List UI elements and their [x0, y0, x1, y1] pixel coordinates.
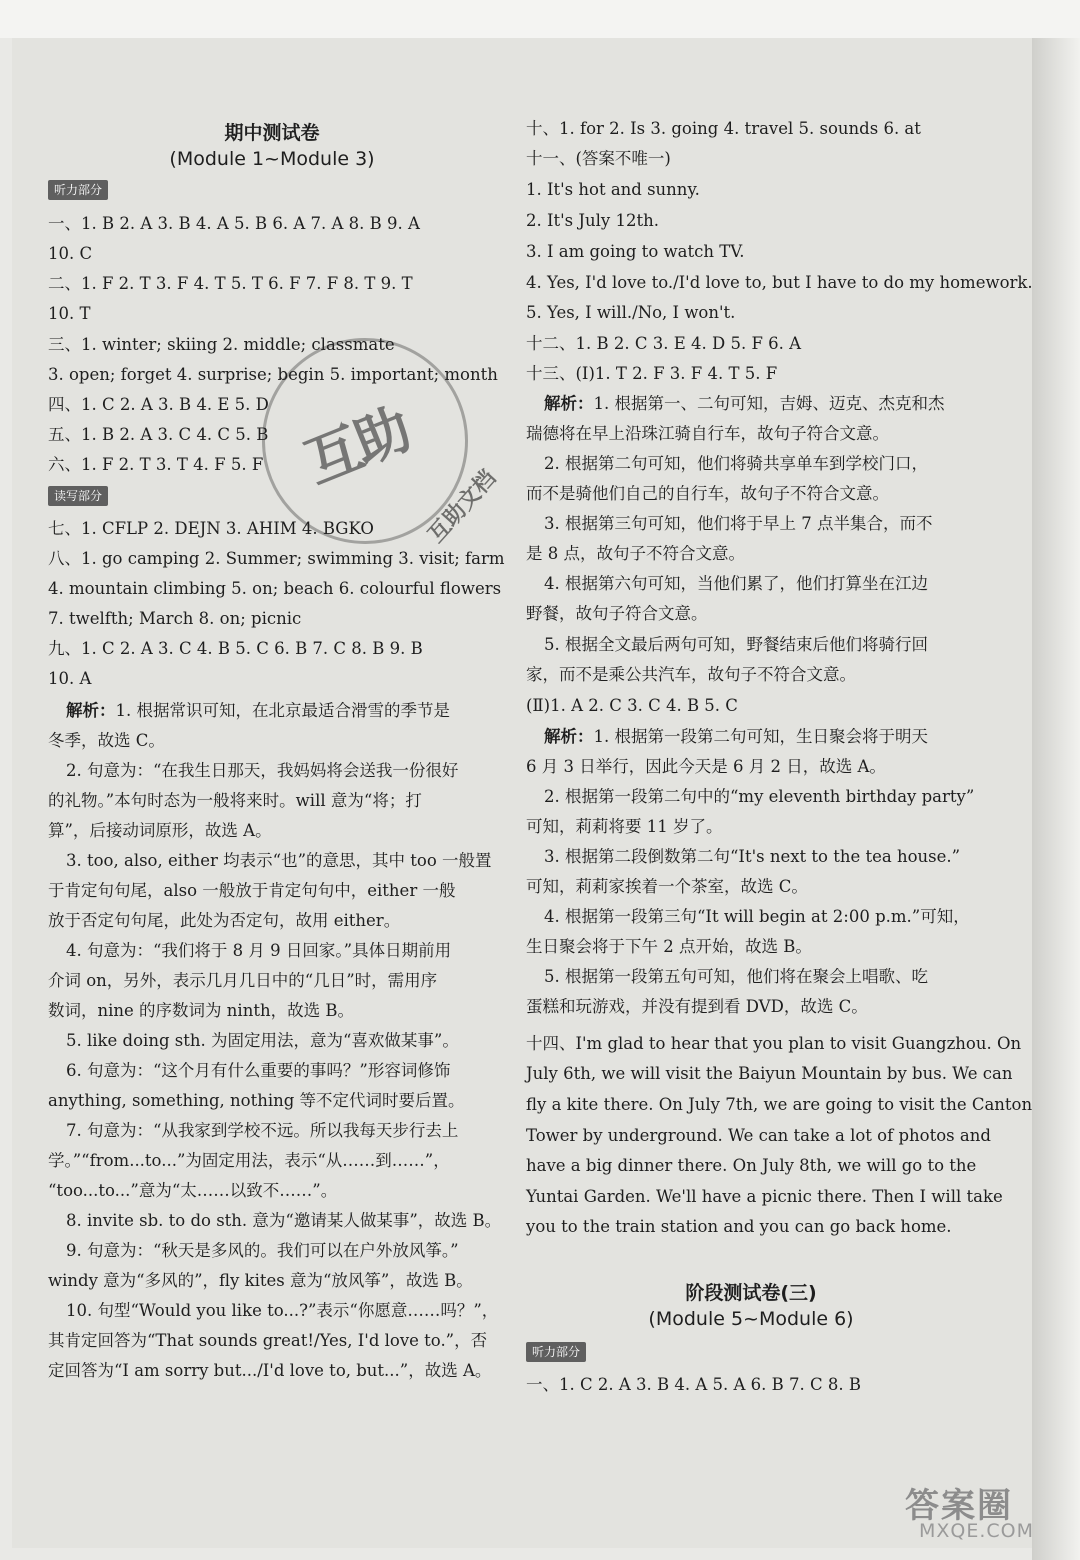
essay-line: fly a kite there. On July 7th, we are going to visit the Canton	[526, 1095, 1033, 1114]
explanation-text: 1. 根据常识可知，在北京最适合滑雪的季节是	[115, 701, 450, 720]
answer-page	[12, 38, 1035, 1548]
section-subtitle-modules: (Module 5~Module 6)	[648, 1308, 854, 1330]
answer-line: 二、1. F 2. T 3. F 4. T 5. T 6. F 7. F 8. T 9. T	[48, 274, 413, 293]
explanation-line: 2. 根据第一段第二句中的“my eleventh birthday party”	[544, 787, 975, 806]
explanation-line: 4. 根据第一段第三句“It will begin at 2:00 p.m.”可知，	[544, 907, 970, 926]
explanation-line: 瑞德将在早上沿珠江骑自行车，故句子符合文意。	[526, 424, 889, 443]
explanation-line: windy 意为“多风的”，fly kites 意为“放风筝”，故选 B。	[48, 1271, 473, 1290]
explanation-line: 是 8 点，故句子不符合文意。	[526, 544, 745, 563]
section-title-stage-test: 阶段测试卷(三)	[685, 1282, 817, 1304]
explanation-line: “too...to...”意为“太……以致不……”。	[48, 1181, 338, 1200]
explanation-line: 3. 根据第二段倒数第二句“It's next to the tea house.”	[544, 847, 961, 866]
explanation-line: 3. 根据第三句可知，他们将于早上 7 点半集合，而不	[544, 514, 933, 533]
explanation-text: 1. 根据第一、二句可知，吉姆、迈克、杰克和杰	[593, 394, 945, 413]
answer-line: 7. twelfth; March 8. on; picnic	[48, 609, 302, 628]
answer-line: 十一、(答案不唯一)	[526, 149, 671, 168]
answer-line: 五、1. B 2. A 3. C 4. C 5. B	[48, 425, 269, 444]
answer-line: 三、1. winter; skiing 2. middle; classmate	[48, 335, 395, 354]
explanation-line: 5. 根据全文最后两句可知，野餐结束后他们将骑行回	[544, 635, 928, 654]
explanation-line: 9. 句意为：“秋天是多风的。我们可以在户外放风筝。”	[66, 1241, 459, 1260]
explanation-line: 冬季，故选 C。	[48, 731, 165, 750]
explanation-line: 2. 句意为：“在我生日那天，我妈妈将会送我一份很好	[66, 761, 459, 780]
answer-line: 十、1. for 2. Is 3. going 4. travel 5. sounds 6. at	[526, 119, 921, 138]
answer-line: 一、1. B 2. A 3. B 4. A 5. B 6. A 7. A 8. B 9. A	[48, 214, 420, 233]
explanation-line: 算”，后接动词原形，故选 A。	[48, 821, 272, 840]
explanation-text: 1. 根据第一段第二句可知，生日聚会将于明天	[593, 727, 928, 746]
scan-top-margin	[0, 0, 1080, 38]
explanation-line: 2. 根据第二句可知，他们将骑共享单车到学校门口，	[544, 454, 928, 473]
explanation-line: 野餐，故句子符合文意。	[526, 604, 708, 623]
watermark-stamp-text: 互助	[296, 397, 418, 497]
reading-writing-badge: 读写部分	[48, 486, 108, 506]
explanation-label: 解析：	[66, 701, 116, 720]
explanation-line: 而不是骑他们自己的自行车，故句子不符合文意。	[526, 484, 889, 503]
essay-line: July 6th, we will visit the Baiyun Mountain by bus. We can	[526, 1064, 1013, 1083]
essay-line: have a big dinner there. On July 8th, we will go to the	[526, 1156, 977, 1175]
answer-line: 2. It's July 12th.	[526, 211, 659, 230]
listening-badge: 听力部分	[48, 180, 108, 200]
answer-line: 10. T	[48, 304, 91, 323]
explanation-line: 6 月 3 日举行，因此今天是 6 月 2 日，故选 A。	[526, 757, 886, 776]
answer-line: 3. open; forget 4. surprise; begin 5. important; month	[48, 365, 498, 384]
watermark-label: 互助文档	[423, 465, 502, 548]
answer-line: 4. mountain climbing 5. on; beach 6. colourful flowers	[48, 579, 502, 598]
answer-line: 八、1. go camping 2. Summer; swimming 3. visit; farm	[48, 549, 505, 568]
explanation-first-line	[66, 700, 450, 722]
essay-line: you to the train station and you can go back home.	[526, 1217, 952, 1236]
answer-line: 九、1. C 2. A 3. C 4. B 5. C 6. B 7. C 8. B 9. B	[48, 639, 423, 658]
explanation-line: 3. too, also, either 均表示“也”的意思，其中 too 一般置	[66, 851, 492, 870]
explanation-line: 生日聚会将于下午 2 点开始，故选 B。	[526, 937, 812, 956]
essay-line: 十四、I'm glad to hear that you plan to visit Guangzhou. On	[526, 1034, 1022, 1053]
explanation-line: 可知，莉莉将要 11 岁了。	[526, 817, 723, 836]
answer-line: 十三、(Ⅰ)1. T 2. F 3. F 4. T 5. F	[526, 364, 778, 383]
essay-line: Yuntai Garden. We'll have a picnic there. Then I will take	[526, 1187, 1003, 1206]
site-logo-cn: 答案圈	[905, 1486, 1013, 1526]
answer-line: 5. Yes, I will./No, I won't.	[526, 303, 736, 322]
answer-line: 七、1. CFLP 2. DEJN 3. AHIM 4. BGKO	[48, 519, 374, 538]
answer-line: 10. C	[48, 244, 93, 263]
explanation-line: anything, something, nothing 等不定代词时要后置。	[48, 1091, 465, 1110]
explanation-line: 4. 根据第六句可知，当他们累了，他们打算坐在江边	[544, 574, 928, 593]
listening-badge: 听力部分	[526, 1342, 586, 1362]
explanation-line: 家，而不是乘公共汽车，故句子不符合文意。	[526, 665, 856, 684]
explanation-label: 解析：	[544, 394, 594, 413]
explanation-line: 其肯定回答为“That sounds great!/Yes, I'd love to.”，否	[48, 1331, 488, 1350]
answer-line: 10. A	[48, 669, 92, 688]
explanation-first-line	[544, 393, 945, 415]
answer-line: 1. It's hot and sunny.	[526, 180, 700, 199]
section-title-midterm: 期中测试卷	[224, 122, 320, 144]
answer-line: 十二、1. B 2. C 3. E 4. D 5. F 6. A	[526, 334, 802, 353]
explanation-first-line	[544, 726, 928, 748]
explanation-line: 5. like doing sth. 为固定用法，意为“喜欢做某事”。	[66, 1031, 459, 1050]
explanation-line: 介词 on，另外，表示几月几日中的“几日”时，需用序	[48, 971, 438, 990]
essay-line: Tower by underground. We can take a lot of photos and	[526, 1126, 991, 1145]
explanation-line: 于肯定句句尾，also 一般放于肯定句句中，either 一般	[48, 881, 456, 900]
answer-line: 一、1. C 2. A 3. B 4. A 5. A 6. B 7. C 8. B	[526, 1375, 861, 1394]
explanation-line: 蛋糕和玩游戏，并没有提到看 DVD，故选 C。	[526, 997, 868, 1016]
answer-line: (Ⅱ)1. A 2. C 3. C 4. B 5. C	[526, 696, 738, 715]
answer-line: 四、1. C 2. A 3. B 4. E 5. D	[48, 395, 269, 414]
explanation-line: 学。”“from...to...”为固定用法，表示“从……到……”，	[48, 1151, 450, 1170]
explanation-line: 8. invite sb. to do sth. 意为“邀请某人做某事”，故选 B。	[66, 1211, 502, 1230]
answer-line: 4. Yes, I'd love to./I'd love to, but I have to do my homework.	[526, 273, 1033, 292]
explanation-line: 7. 句意为：“从我家到学校不远。所以我每天步行去上	[66, 1121, 459, 1140]
page-edge	[1032, 38, 1080, 1560]
explanation-line: 5. 根据第一段第五句可知，他们将在聚会上唱歌、吃	[544, 967, 928, 986]
explanation-line: 可知，莉莉家挨着一个茶室，故选 C。	[526, 877, 808, 896]
explanation-line: 的礼物。”本句时态为一般将来时。will 意为“将；打	[48, 791, 422, 810]
answer-line: 3. I am going to watch TV.	[526, 242, 745, 261]
site-logo	[905, 1478, 1055, 1548]
answer-line: 六、1. F 2. T 3. T 4. F 5. F	[48, 455, 264, 474]
explanation-line: 4. 句意为：“我们将于 8 月 9 日回家。”具体日期前用	[66, 941, 452, 960]
explanation-line: 定回答为“I am sorry but.../I'd love to, but...”，故选 A。	[48, 1361, 492, 1380]
site-logo-en: MXQE.COM	[919, 1520, 1035, 1542]
explanation-line: 10. 句型“Would you like to...?”表示“你愿意……吗？”，	[66, 1301, 499, 1320]
explanation-line: 数词，nine 的序数词为 ninth，故选 B。	[48, 1001, 354, 1020]
explanation-line: 放于否定句句尾，此处为否定句，故用 either。	[48, 911, 401, 930]
explanation-label: 解析：	[544, 727, 594, 746]
explanation-line: 6. 句意为：“这个月有什么重要的事吗？”形容词修饰	[66, 1061, 451, 1080]
section-subtitle-modules: (Module 1~Module 3)	[169, 148, 375, 170]
